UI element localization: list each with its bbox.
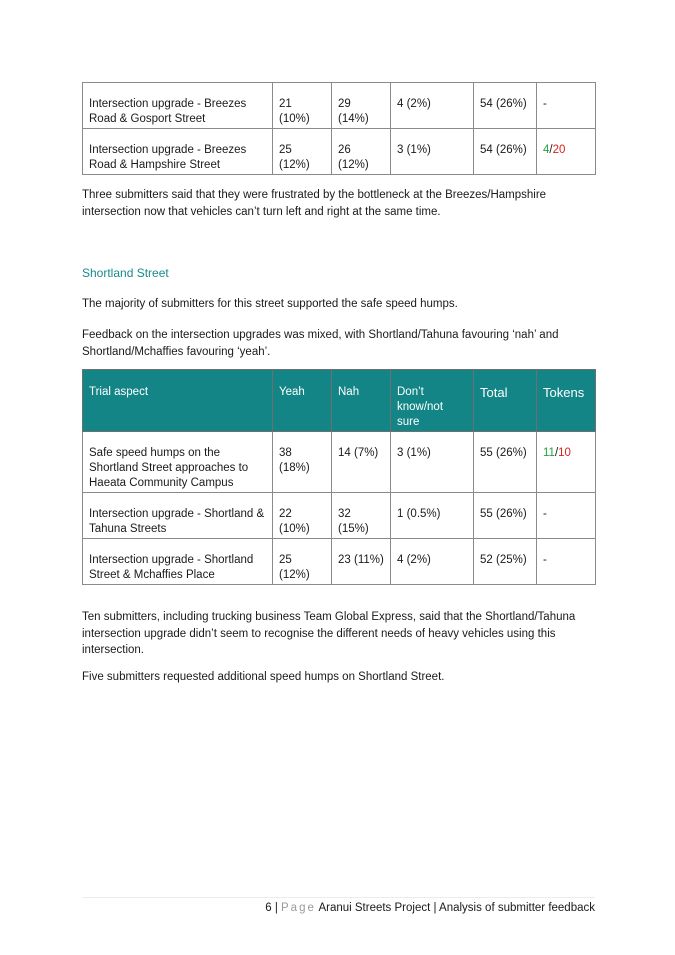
shortland-table bbox=[82, 369, 596, 585]
total-cell: 55 (26%) bbox=[474, 493, 537, 539]
table-row bbox=[83, 493, 596, 539]
header-dont-know: Don’t know/not sure bbox=[391, 370, 474, 432]
tokens-cell: - bbox=[537, 539, 596, 585]
header-tokens: Tokens bbox=[537, 370, 596, 432]
nah-cell: 23 (11%) bbox=[332, 539, 391, 585]
document-title: Aranui Streets Project | Analysis of submitter feedback bbox=[318, 902, 595, 914]
majority-paragraph: The majority of submitters for this street supported the safe speed humps. bbox=[82, 298, 458, 310]
yeah-cell: 21 (10%) bbox=[273, 83, 332, 129]
section-heading: Shortland Street bbox=[82, 266, 169, 280]
page-footer bbox=[82, 897, 595, 914]
total-cell: 55 (26%) bbox=[474, 432, 537, 493]
tokens-separator: / bbox=[549, 144, 553, 156]
table-header-row bbox=[83, 370, 596, 432]
breezes-paragraph: Three submitters said that they were frustrated by the bottleneck at the Breezes/Hampshire intersection now that vehicles can’t turn left and right at the same time. bbox=[82, 189, 547, 218]
feedback-paragraph: Feedback on the intersection upgrades was mixed, with Shortland/Tahuna favouring ‘nah’ and Shortland/Mchaffies favouring ‘yeah’. bbox=[82, 329, 559, 358]
page-number: 6 bbox=[265, 902, 272, 914]
page-word: Page bbox=[281, 902, 316, 914]
total-cell: 54 (26%) bbox=[474, 129, 537, 175]
header-trial-aspect: Trial aspect bbox=[83, 370, 273, 432]
trial-aspect-cell: Safe speed humps on the Shortland Street approaches to Haeata Community Campus bbox=[83, 432, 273, 493]
footer-separator: | bbox=[274, 902, 278, 914]
header-nah: Nah bbox=[332, 370, 391, 432]
speed-humps-paragraph: Five submitters requested additional speed humps on Shortland Street. bbox=[82, 671, 445, 683]
table-row bbox=[83, 432, 596, 493]
dont-know-cell: 4 (2%) bbox=[391, 83, 474, 129]
nah-cell: 26 (12%) bbox=[332, 129, 391, 175]
trucking-paragraph: Ten submitters, including trucking business Team Global Express, said that the Shortland/Tahuna intersection upgrade didn’t seem to recognise the different needs of heavy vehicles using this intersection. bbox=[82, 611, 576, 656]
tokens-cell bbox=[537, 432, 596, 493]
yeah-cell: 25 (12%) bbox=[273, 129, 332, 175]
trial-aspect-cell: Intersection upgrade - Shortland & Tahuna Streets bbox=[83, 493, 273, 539]
yeah-cell: 22 (10%) bbox=[273, 493, 332, 539]
tokens-cell: - bbox=[537, 493, 596, 539]
tokens-yeah: 4 bbox=[543, 144, 550, 156]
nah-cell: 29 (14%) bbox=[332, 83, 391, 129]
tokens-nah: 20 bbox=[552, 144, 566, 156]
dont-know-cell: 1 (0.5%) bbox=[391, 493, 474, 539]
yeah-cell: 38 (18%) bbox=[273, 432, 332, 493]
nah-cell: 32 (15%) bbox=[332, 493, 391, 539]
trial-aspect-cell: Intersection upgrade - Breezes Road & Hampshire Street bbox=[83, 129, 273, 175]
trial-aspect-cell: Intersection upgrade - Breezes Road & Gosport Street bbox=[83, 83, 273, 129]
header-total: Total bbox=[474, 370, 537, 432]
dont-know-cell: 3 (1%) bbox=[391, 129, 474, 175]
total-cell: 52 (25%) bbox=[474, 539, 537, 585]
total-cell: 54 (26%) bbox=[474, 83, 537, 129]
tokens-cell bbox=[537, 129, 596, 175]
tokens-cell: - bbox=[537, 83, 596, 129]
dont-know-cell: 3 (1%) bbox=[391, 432, 474, 493]
header-yeah: Yeah bbox=[273, 370, 332, 432]
tokens-nah: 10 bbox=[558, 447, 571, 459]
tokens-yeah: 11 bbox=[543, 447, 555, 459]
dont-know-cell: 4 (2%) bbox=[391, 539, 474, 585]
trial-aspect-cell: Intersection upgrade - Shortland Street & Mchaffies Place bbox=[83, 539, 273, 585]
yeah-cell: 25 (12%) bbox=[273, 539, 332, 585]
tokens-separator: / bbox=[554, 447, 559, 459]
breezes-table bbox=[82, 82, 596, 175]
table-row bbox=[83, 539, 596, 585]
table-row bbox=[83, 83, 596, 129]
table-row bbox=[83, 129, 596, 175]
nah-cell: 14 (7%) bbox=[332, 432, 391, 493]
